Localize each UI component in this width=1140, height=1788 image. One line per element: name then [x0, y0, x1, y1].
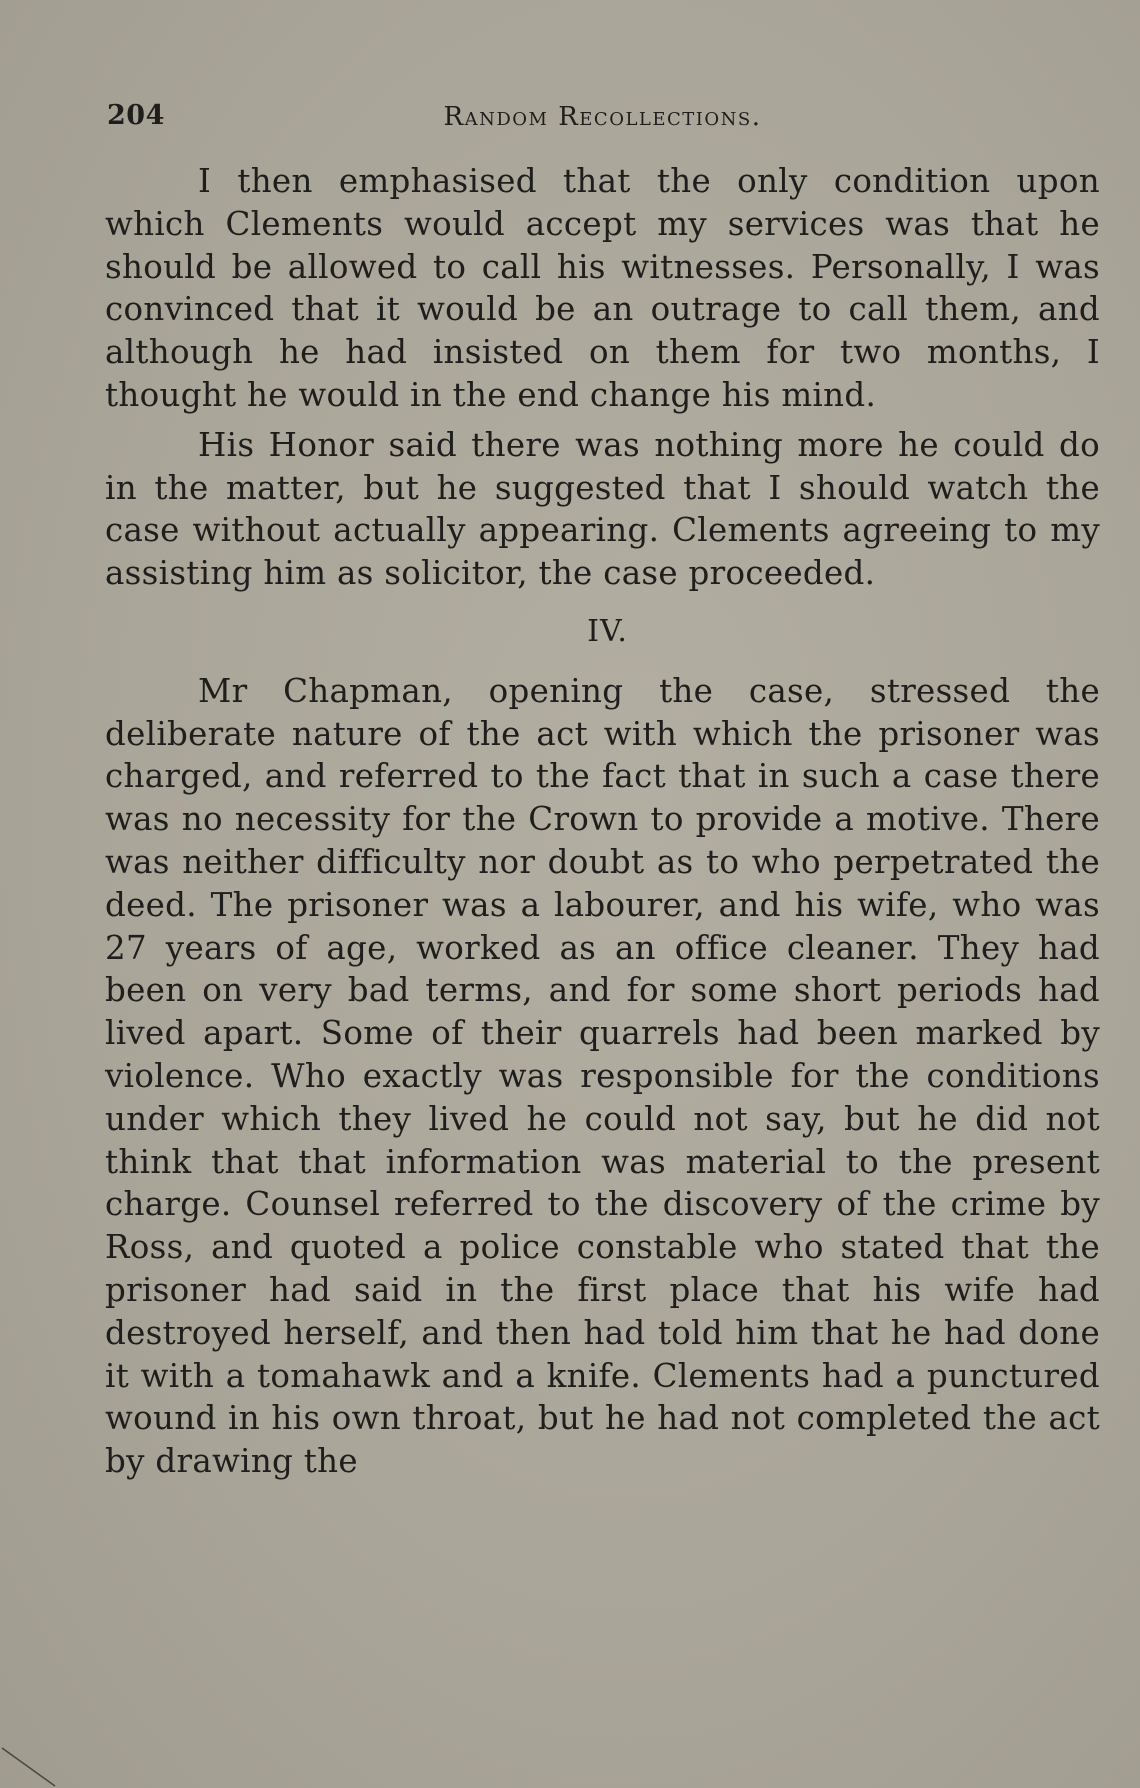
paragraph: Mr Chapman, opening the case, stressed the deliberate nature of the act with which the prisoner was charged, and referred to the fact that in such a case there was no necessity for the Crown to provide a motive. There was neither difficulty nor doubt as to who perpetrated the deed. The prisoner was a labourer, and his wife, who was 27 years of age, worked as an office cleaner. They had been on very bad terms, and for some short periods had lived apart. Some of their quarrels had been marked by violence. Who exactly was responsible for the conditions under which they lived he could not say, but he did not think that that information was material to the present charge. Counsel referred to the discovery of the crime by Ross, and quoted a police constable who stated that the prisoner had said in the first place that his wife had destroyed herself, and then had told him that he had done it with a tomahawk and a knife. Clements had a punctured wound in his own throat, but he had not completed the act by drawing the [105, 671, 1100, 1481]
paragraph: His Honor said there was nothing more he could do in the matter, but he suggested that I should watch the case without actually appearing. Clements agreeing to my assisting him as solicitor, the case proceeded. [105, 425, 1100, 593]
section-number: IV. [587, 613, 628, 649]
page-header [105, 100, 1100, 140]
page-number: 204 [107, 100, 165, 131]
body-text [105, 160, 1100, 1483]
scan-artifact-line [0, 1738, 70, 1788]
paragraph: I then emphasised that the only condition upon which Clements would accept my services was that he should be allowed to call his witnesses. Personally, I was convinced that it would be an outrage to call them, and although he had insisted on them for two months, I thought he would in the end change his mind. [105, 162, 1100, 414]
running-head: Random Recollections. [443, 102, 762, 132]
